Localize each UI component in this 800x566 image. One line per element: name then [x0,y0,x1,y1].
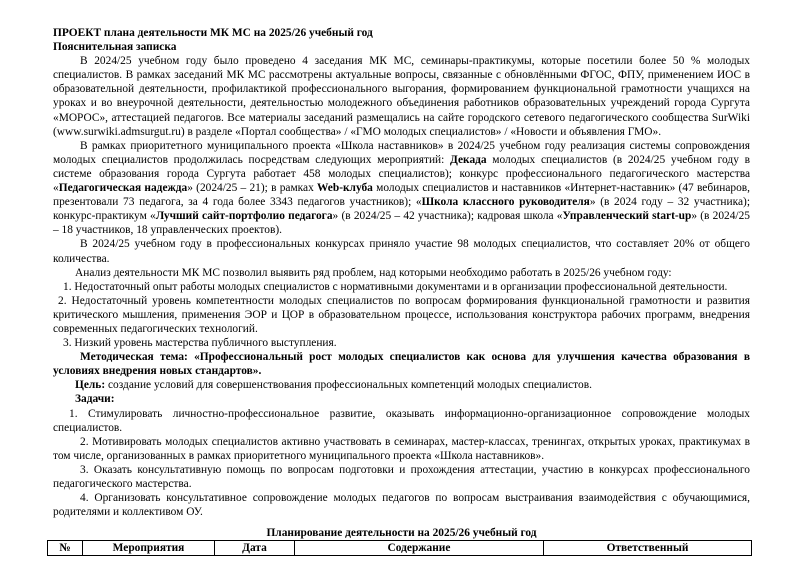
paragraph-contests: В 2024/25 учебном году в профессиональных конкурсах приняло участие 98 молодых специалистов, что составляет 20% от общего количества. [53,238,750,265]
task-item: 1. Стимулировать личностно-профессиональное развитие, оказывать информационно-организационное сопровождение молодых специалистов. [53,407,750,434]
paragraph-analysis: Анализ деятельности МК МС позволил выявить ряд проблем, над которыми необходимо работать в 2025/26 учебном году: [75,266,672,279]
goal-text: создание условий для совершенствования профессиональных компетенций молодых специалистов. [105,379,592,392]
column-header-content: Содержание [295,541,544,556]
problem-item: 1. Недостаточный опыт работы молодых специалистов с нормативными документами и в организации профессиональной деятельности. [63,280,728,293]
document-title: ПРОЕКТ плана деятельности МК МС на 2025/26 учебный год [53,27,373,39]
problem-item: 2. Недостаточный уровень компетентности молодых специалистов по вопросам формирования функциональной грамотности и развития критического мышления, применения ЭОР и ЦОР в образовательном процессе, использования конструктора рабочих программ, внедрения современных педагогических технологий. [53,294,750,335]
goal-line [53,378,750,392]
task-item: 3. Оказать консультативную помощь по вопросам подготовки и прохождения аттестации, участию в конкурсах профессионального педагогического мастерства. [53,463,750,490]
paragraph-meetings: В 2024/25 учебном году было проведено 4 заседания МК МС, семинары-практикумы, которые посетили более 50 % молодых специалистов. В рамках заседаний МК МС рассмотрены актуальные вопросы, связанные с обновлёнными ФГОС, ФПУ, применением ИОС в образовательной деятельности, профилактикой профессионального выгорания, формированием функциональной грамотности учащихся на уроках и во внеурочной деятельности, деятельностью молодежного объединения работников образовательных учреждений города Сургута «МОРОС», аттестацией педагогов. Все материалы заседаний размещались на сайте городского сетевого педагогического сообщества SurWiki (www.surwiki.admsurgut.ru) в разделе «Портал сообщества» / «ГМО молодых специалистов» / «Новости и объявления ГМО». [53,55,750,138]
task-item: 4. Организовать консультативное сопровождение молодых педагогов по вопросам выстраивания взаимодействия с обучающимися, родителями и коллективом ОУ. [53,492,750,519]
column-header-events: Мероприятия [83,541,215,556]
problem-item: 3. Низкий уровень мастерства публичного выступления. [63,337,337,350]
tasks-label: Задачи: [75,393,115,406]
column-header-number: № [48,541,83,556]
planning-table [47,540,752,556]
method-theme: Методическая тема: «Профессиональный рост молодых специалистов как основа для улучшения качества образования в условиях внедрения новых стандартов». [53,351,750,378]
table-header-row [48,541,752,556]
document-page [53,26,750,540]
column-header-date: Дата [215,541,295,556]
planning-title: Планирование деятельности на 2025/26 учебный год [266,527,537,540]
column-header-responsible: Ответственный [544,541,752,556]
paragraph-project: В рамках приоритетного муниципального проекта «Школа наставников» в 2024/25 учебном году реализация системы сопровождения молодых специалистов продолжилась посредствам следующих мероприятий: Декада молодых специалистов (в 2024/25 учебном году в системе образования города Сургута работает 458 молодых специалистов); конкурс профессионального педагогического мастерства «Педагогическая надежда» (2024/25 – 21); в рамках Web-клуба молодых специалистов и наставников «Интернет-наставник» (47 вебинаров, презентовали 73 педагога, за 4 года более 3343 педагогов участников); «Школа классного руководителя» (в 2024 году – 32 участника); конкурс-практикум «Лучший сайт-портфолио педагога» (в 2024/25 – 42 участника); кадровая школа «Управленческий start-up» (в 2024/25 – 18 участников, 18 управленческих проектов). [53,139,751,237]
task-item: 2. Мотивировать молодых специалистов активно участвовать в семинарах, мастер-классах, тренингах, открытых уроках, практикумах в том числе, организованных в рамках приоритетного муниципального проекта «Школа наставников». [53,435,750,462]
document-subtitle: Пояснительная записка [53,41,177,54]
goal-label: Цель: [75,379,106,392]
